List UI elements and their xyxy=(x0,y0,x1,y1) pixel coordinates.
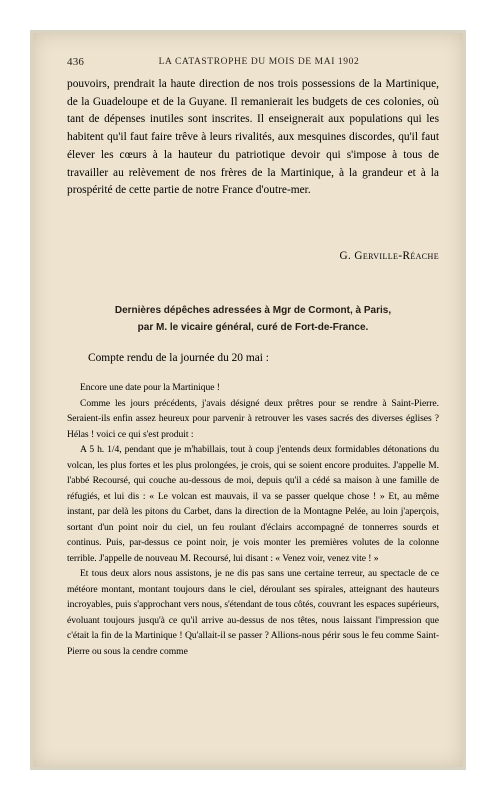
body-paragraph-block xyxy=(67,76,439,200)
report-intro: Compte rendu de la journée du 20 mai : xyxy=(88,352,269,364)
report-paragraph: A 5 h. 1/4, pendant que je m'habillais, tout à coup j'entends deux formidables détonations du volcan, les plus fortes et les plus prolongées, je crois, qui se soient encore produites. J'appelle M. l'abbé Recoursé, qui couche au-dessous de moi, depuis qu'il a cédé sa maison à une famille de réfugiés, et lui dis : « Le volcan est mauvais, il va se passer quelque chose ! » Et, au même instant, par delà les pitons du Carbet, dans la direction de la Montagne Pelée, au loin j'aperçois, sortant d'un point noir du ciel, un feu roulant d'éclairs accompagné de tonnerres sourds et continus. Puis, par-dessus ce point noir, je vois monter les premières volutes de la colonne terrible. J'appelle de nouveau M. Recoursé, lui disant : « Venez voir, venez vite ! » xyxy=(67,444,439,564)
page-number: 436 xyxy=(67,56,85,68)
report-paragraph: Comme les jours précédents, j'avais désigné deux prêtres pour se rendre à Saint-Pierre. Seraient-ils enfin assez heureux pour parvenir à retrouver les vases sacrés des diverses églises ? Hélas ! voici ce qui s'est produit : xyxy=(67,397,439,440)
running-title: LA CATASTROPHE DU MOIS DE MAI 1902 xyxy=(158,57,360,67)
author-signature: G. Gerville-Réache xyxy=(339,250,439,262)
body-paragraph: pouvoirs, prendrait la haute direction de nos trois possessions de la Martinique, de la Guadeloupe et de la Guyane. Il remanierait les budgets de ces colonies, où tant de dépenses inutiles sont inscrites. Il enseignerait aux populations qui les habitent qu'il faut faire trêve à leurs rivalités, aux mesquines discordes, qu'il faut élever les cœurs à la hauteur du patriotique devoir qui s'impose à tous de travailler au relèvement de nos frères de la Martinique, à la grandeur et à la prospérité de cette partie de notre France d'outre-mer. xyxy=(67,78,439,197)
section-heading-line-2: par M. le vicaire général, curé de Fort-de-France. xyxy=(137,322,369,333)
section-heading xyxy=(67,302,439,336)
report-paragraph: Encore une date pour la Martinique ! xyxy=(80,382,220,393)
section-heading-line-1: Dernières dépêches adressées à Mgr de Cormont, à Paris, xyxy=(114,305,392,316)
running-head xyxy=(67,56,439,70)
report-paragraph: Et tous deux alors nous assistons, je ne dis pas sans une certaine terreur, au spectacle de ce météore montant, montant toujours dans le ciel, déroulant ses spirales, atteignant des hauteurs incroyables, puis s'approchant vers nous, s'étendant de tous côtés, couvrant les espaces supérieurs, évoluant toujours jusqu'à ce qu'il arrive au-dessus de nos têtes, nous laissant l'impression que c'était la fin de la Martinique ! Qu'allait-il se passer ? Allions-nous périr sous le feu comme Saint-Pierre ou sous la cendre comme xyxy=(67,568,439,657)
report-body xyxy=(67,380,439,659)
